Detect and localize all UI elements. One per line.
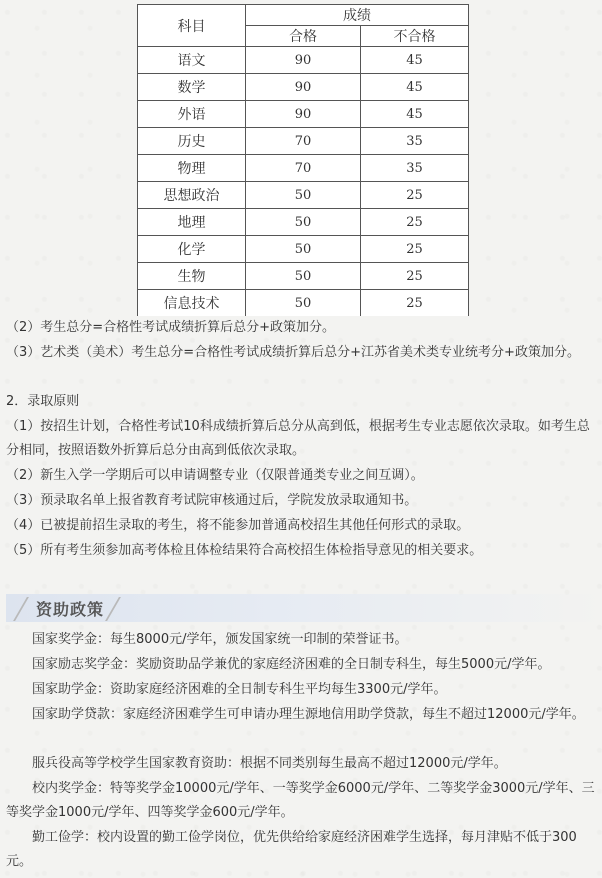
total-score-rule-general: （2）考生总分=合格性考试成绩折算后总分+政策加分。 <box>6 320 336 335</box>
section-title: 资助政策 <box>36 600 105 619</box>
aid-national-scholarship: 国家奖学金：每生8000元/学年，颁发国家统一印制的荣誉证书。 <box>32 632 408 647</box>
table-row <box>138 182 469 209</box>
subject-cell: 语文 <box>138 47 246 74</box>
fail-cell: 45 <box>361 74 469 101</box>
subject-cell: 思想政治 <box>138 182 246 209</box>
fail-cell: 25 <box>361 290 469 317</box>
fail-header: 不合格 <box>361 26 469 47</box>
fail-cell: 35 <box>361 155 469 182</box>
subject-header: 科目 <box>138 5 246 47</box>
subject-cell: 物理 <box>138 155 246 182</box>
pass-cell: 50 <box>246 236 361 263</box>
aid-military-service-funding: 服兵役高等学校学生国家教育资助：根据不同类别每生最高不超过12000元/学年。 <box>32 756 507 771</box>
table-row <box>138 101 469 128</box>
table-row <box>138 236 469 263</box>
table-row <box>138 47 469 74</box>
fail-cell: 25 <box>361 182 469 209</box>
score-header: 成绩 <box>246 5 469 26</box>
subject-cell: 地理 <box>138 209 246 236</box>
table-row <box>138 128 469 155</box>
fail-cell: 25 <box>361 236 469 263</box>
table-row <box>138 290 469 317</box>
subject-cell: 外语 <box>138 101 246 128</box>
aid-campus-scholarship: 校内奖学金：特等奖学金10000元/学年、一等奖学金6000元/学年、二等奖学金3000元/学年、三等奖学金1000元/学年、四等奖学金600元/学年。 <box>6 781 595 820</box>
pass-cell: 70 <box>246 155 361 182</box>
pass-cell: 90 <box>246 47 361 74</box>
table-row <box>138 263 469 290</box>
fail-cell: 45 <box>361 101 469 128</box>
fail-cell: 25 <box>361 263 469 290</box>
section-header <box>6 594 602 622</box>
aid-work-study: 勤工俭学：校内设置的勤工俭学岗位，优先供给给家庭经济困难学生选择，每月津贴不低于300元。 <box>6 830 577 869</box>
pass-cell: 50 <box>246 263 361 290</box>
aid-national-grant: 国家助学金：资助家庭经济困难的全日制专科生平均每生3300元/学年。 <box>32 682 447 697</box>
subject-cell: 历史 <box>138 128 246 155</box>
pass-cell: 50 <box>246 209 361 236</box>
admission-rule-1: （1）按招生计划，合格性考试10科成绩折算后总分从高到低，根据考生专业志愿依次录取。如考生总分相同，按照语数外折算后总分由高到低依次录取。 <box>6 419 590 458</box>
pass-cell: 70 <box>246 128 361 155</box>
aid-national-student-loan: 国家助学贷款：家庭经济困难学生可申请办理生源地信用助学贷款，每生不超过12000元/学年。 <box>32 707 585 722</box>
subject-cell: 信息技术 <box>138 290 246 317</box>
fail-cell: 35 <box>361 128 469 155</box>
admission-rule-4: （4）已被提前招生录取的考生，将不能参加普通高校招生其他任何形式的录取。 <box>6 518 470 533</box>
admission-rule-3: （3）预录取名单上报省教育考试院审核通过后，学院发放录取通知书。 <box>6 493 418 508</box>
subject-cell: 化学 <box>138 236 246 263</box>
score-table <box>137 4 469 316</box>
admission-rule-5: （5）所有考生须参加高考体检且体检结果符合高校招生体检指导意见的相关要求。 <box>6 543 483 558</box>
fail-cell: 45 <box>361 47 469 74</box>
admission-principles-heading: 2．录取原则 <box>6 394 80 409</box>
fail-cell: 25 <box>361 209 469 236</box>
aid-national-encouragement-scholarship: 国家励志奖学金：奖励资助品学兼优的家庭经济困难的全日制专科生，每生5000元/学年。 <box>32 657 551 672</box>
pass-cell: 90 <box>246 101 361 128</box>
pass-cell: 50 <box>246 182 361 209</box>
admission-rule-2: （2）新生入学一学期后可以申请调整专业（仅限普通类专业之间互调）。 <box>6 468 424 483</box>
table-row <box>138 74 469 101</box>
pass-header: 合格 <box>246 26 361 47</box>
subject-cell: 生物 <box>138 263 246 290</box>
pass-cell: 90 <box>246 74 361 101</box>
table-row <box>138 209 469 236</box>
slash-decoration-right <box>105 597 121 621</box>
subject-cell: 数学 <box>138 74 246 101</box>
table-row <box>138 155 469 182</box>
slash-decoration-left <box>13 597 29 621</box>
total-score-rule-art: （3）艺术类（美术）考生总分=合格性考试成绩折算后总分+江苏省美术类专业统考分+政策加分。 <box>6 345 580 360</box>
pass-cell: 50 <box>246 290 361 317</box>
